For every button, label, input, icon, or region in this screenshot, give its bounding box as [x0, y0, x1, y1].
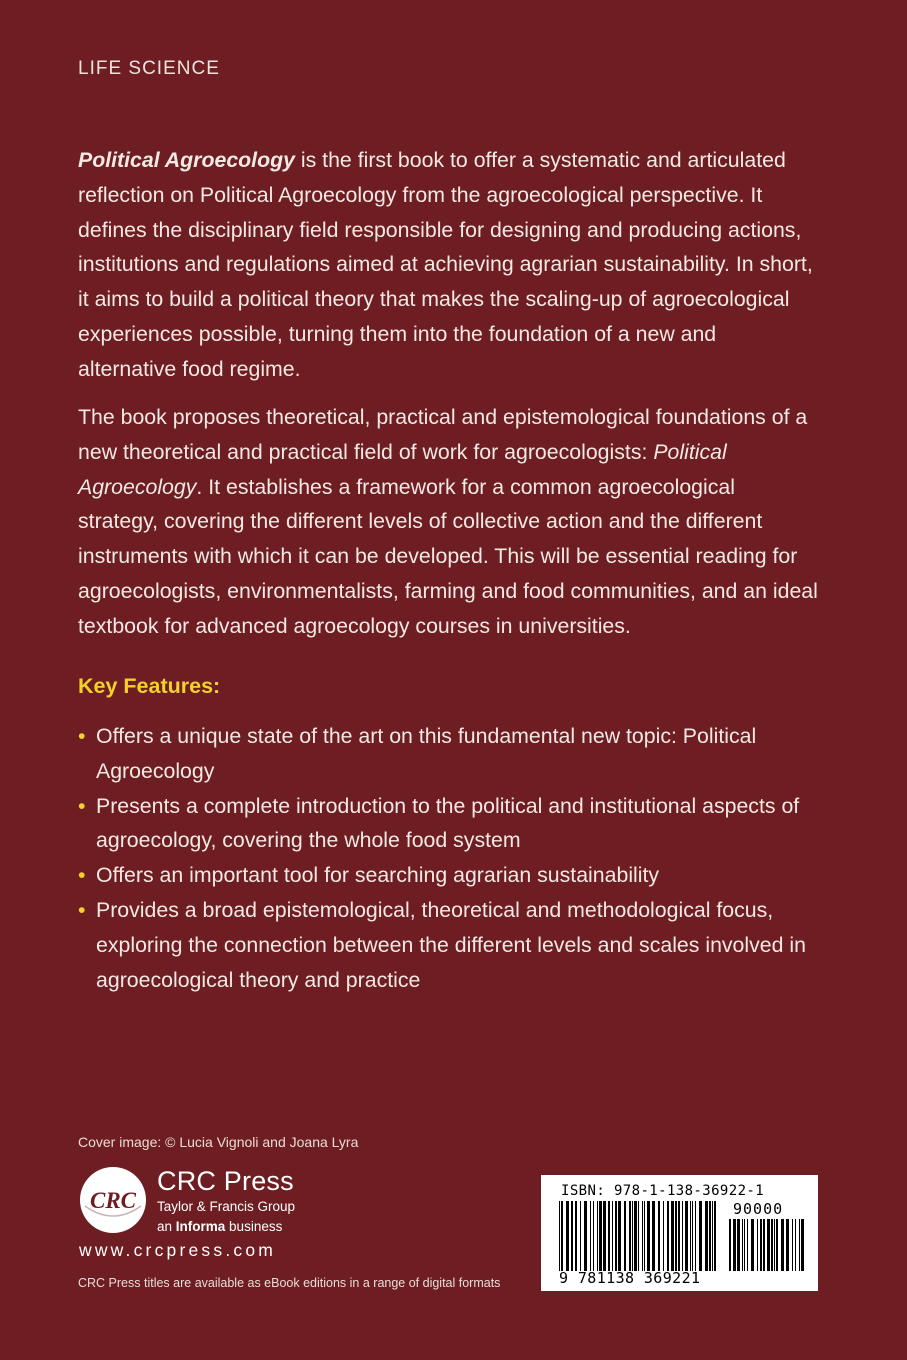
- list-item: [78, 893, 818, 997]
- feature-text: Offers a unique state of the art on this fundamental new topic: Political Agroecology: [96, 724, 757, 783]
- barcode-bar: [608, 1201, 610, 1271]
- paragraph-2-text-a: The book proposes theoretical, practical and epistemological foundations of a new theoretical and practical field of work for agroecologists:: [78, 405, 808, 464]
- barcode-bar: [675, 1201, 677, 1271]
- crc-logo-text: CRC: [89, 1188, 137, 1213]
- paragraph-1-text: is the first book to offer a systematic and articulated reflection on Political Agroecology from the agroecological perspective. It defines the disciplinary field responsible for designing and producing actions, institutions and regulations aimed at achieving agrarian sustainability. In short, it aims to build a political theory that makes the scaling-up of agroecological experiences possible, turning them into the foundation of a new and alternative food regime.: [78, 148, 813, 381]
- list-item: [78, 719, 818, 789]
- barcode-bar: [632, 1201, 633, 1271]
- barcode-bar: [593, 1201, 594, 1271]
- key-features-list: [78, 719, 818, 997]
- publisher-name: CRC Press: [157, 1166, 294, 1196]
- barcode-bar: [705, 1201, 708, 1271]
- barcode-bar: [757, 1219, 758, 1271]
- feature-text: Provides a broad epistemological, theoretical and methodological focus, exploring the connection between the different levels and scales involved in agroecological theory and practice: [96, 897, 806, 992]
- barcode-bar: [663, 1201, 664, 1271]
- barcode-bar: [699, 1201, 702, 1271]
- barcode-bar: [690, 1201, 691, 1271]
- barcode-bar: [678, 1201, 680, 1271]
- barcode-bar: [571, 1201, 573, 1271]
- barcode-bar: [760, 1219, 762, 1271]
- barcode-bar: [612, 1201, 613, 1271]
- barcode-bar: [559, 1201, 560, 1271]
- barcode-bar: [644, 1201, 645, 1271]
- isbn-label: ISBN: 978-1-138-36922-1: [561, 1183, 765, 1199]
- barcode-bar: [638, 1201, 639, 1271]
- list-item: [78, 858, 818, 893]
- barcode-bar: [615, 1201, 617, 1271]
- barcode-bar: [751, 1219, 754, 1271]
- barcode-bar: [682, 1201, 683, 1271]
- barcode-bar: [709, 1201, 711, 1271]
- barcode-bar: [786, 1219, 789, 1271]
- barcode-bar: [692, 1201, 693, 1271]
- barcode-bar: [695, 1201, 696, 1271]
- barcode-bar: [737, 1219, 740, 1271]
- category-label: LIFE SCIENCE: [78, 58, 220, 79]
- barcode-bar: [667, 1201, 669, 1271]
- barcode-bar: [599, 1201, 602, 1271]
- barcode-bar: [629, 1201, 631, 1271]
- barcode-bar: [603, 1201, 606, 1271]
- barcode-bar: [584, 1201, 587, 1271]
- barcode-bar: [624, 1201, 626, 1271]
- barcode-bar: [714, 1201, 716, 1271]
- price-code: 90000: [733, 1200, 784, 1218]
- barcode-bar: [642, 1201, 643, 1271]
- barcode-bar: [747, 1219, 748, 1271]
- barcode-bar: [566, 1201, 569, 1271]
- barcode-bar: [652, 1201, 655, 1271]
- feature-text: Presents a complete introduction to the political and institutional aspects of agroecology, covering the whole food system: [96, 793, 800, 853]
- barcode-bar: [634, 1201, 637, 1271]
- barcode-bar: [792, 1219, 793, 1271]
- barcode-bar: [671, 1201, 674, 1271]
- barcode-panel: [541, 1175, 818, 1291]
- barcode-bar: [712, 1201, 713, 1271]
- barcode-bar: [771, 1219, 773, 1271]
- barcode-bar: [799, 1219, 800, 1271]
- barcode-bar: [590, 1201, 591, 1271]
- publisher-group: Taylor & Francis Group: [157, 1199, 296, 1214]
- barcode-bar: [781, 1219, 784, 1271]
- crc-logo-icon: [79, 1166, 147, 1234]
- barcode-bar: [647, 1201, 650, 1271]
- barcode-bar: [767, 1219, 770, 1271]
- barcode-bar: [776, 1219, 778, 1271]
- ebook-note: CRC Press titles are available as eBook editions in a range of digital formats: [78, 1276, 501, 1290]
- barcode-bar: [744, 1219, 745, 1271]
- feature-text: Offers an important tool for searching agrarian sustainability: [96, 863, 660, 888]
- list-item: [78, 789, 818, 859]
- barcode-bar: [575, 1201, 577, 1271]
- book-title-inline: Political Agroecology: [78, 148, 295, 172]
- key-features-heading: Key Features:: [78, 674, 221, 698]
- barcode-bar: [733, 1219, 736, 1271]
- paragraph-2-italic: Political Agroecology: [78, 439, 727, 499]
- barcode-bar: [729, 1219, 731, 1271]
- barcode-bar: [801, 1219, 804, 1271]
- bullet-icon: •: [78, 863, 86, 888]
- barcode-bar: [618, 1201, 621, 1271]
- cover-image-credit: Cover image: © Lucia Vignoli and Joana Lyra: [78, 1134, 359, 1150]
- bullet-icon: •: [78, 793, 86, 818]
- barcode-bar: [742, 1219, 743, 1271]
- barcode-bar: [774, 1219, 775, 1271]
- barcode-digits: 9 781138 369221: [559, 1269, 701, 1287]
- barcode-bar: [763, 1219, 765, 1271]
- paragraph-2-text-b: . It establishes a framework for a common agroecological strategy, covering the different levels of collective action and the different instruments with which it can be developed. This will be essential reading for agroecologists, environmentalists, farming and food communities, and an ideal textbook for advanced agroecology courses in universities.: [78, 474, 818, 638]
- barcode-bar: [685, 1201, 688, 1271]
- publisher-website: www.crcpress.com: [79, 1240, 277, 1260]
- description-paragraph-1: [78, 143, 818, 387]
- barcode-bar: [597, 1201, 598, 1271]
- barcode-bar: [561, 1201, 563, 1271]
- description-paragraph-2: [78, 400, 818, 644]
- barcode-bar: [795, 1219, 796, 1271]
- publisher-tagline: an Informa business: [157, 1219, 283, 1234]
- barcode-bar: [658, 1201, 660, 1271]
- barcode-bar: [580, 1201, 581, 1271]
- bullet-icon: •: [78, 724, 86, 748]
- bullet-icon: •: [78, 897, 86, 922]
